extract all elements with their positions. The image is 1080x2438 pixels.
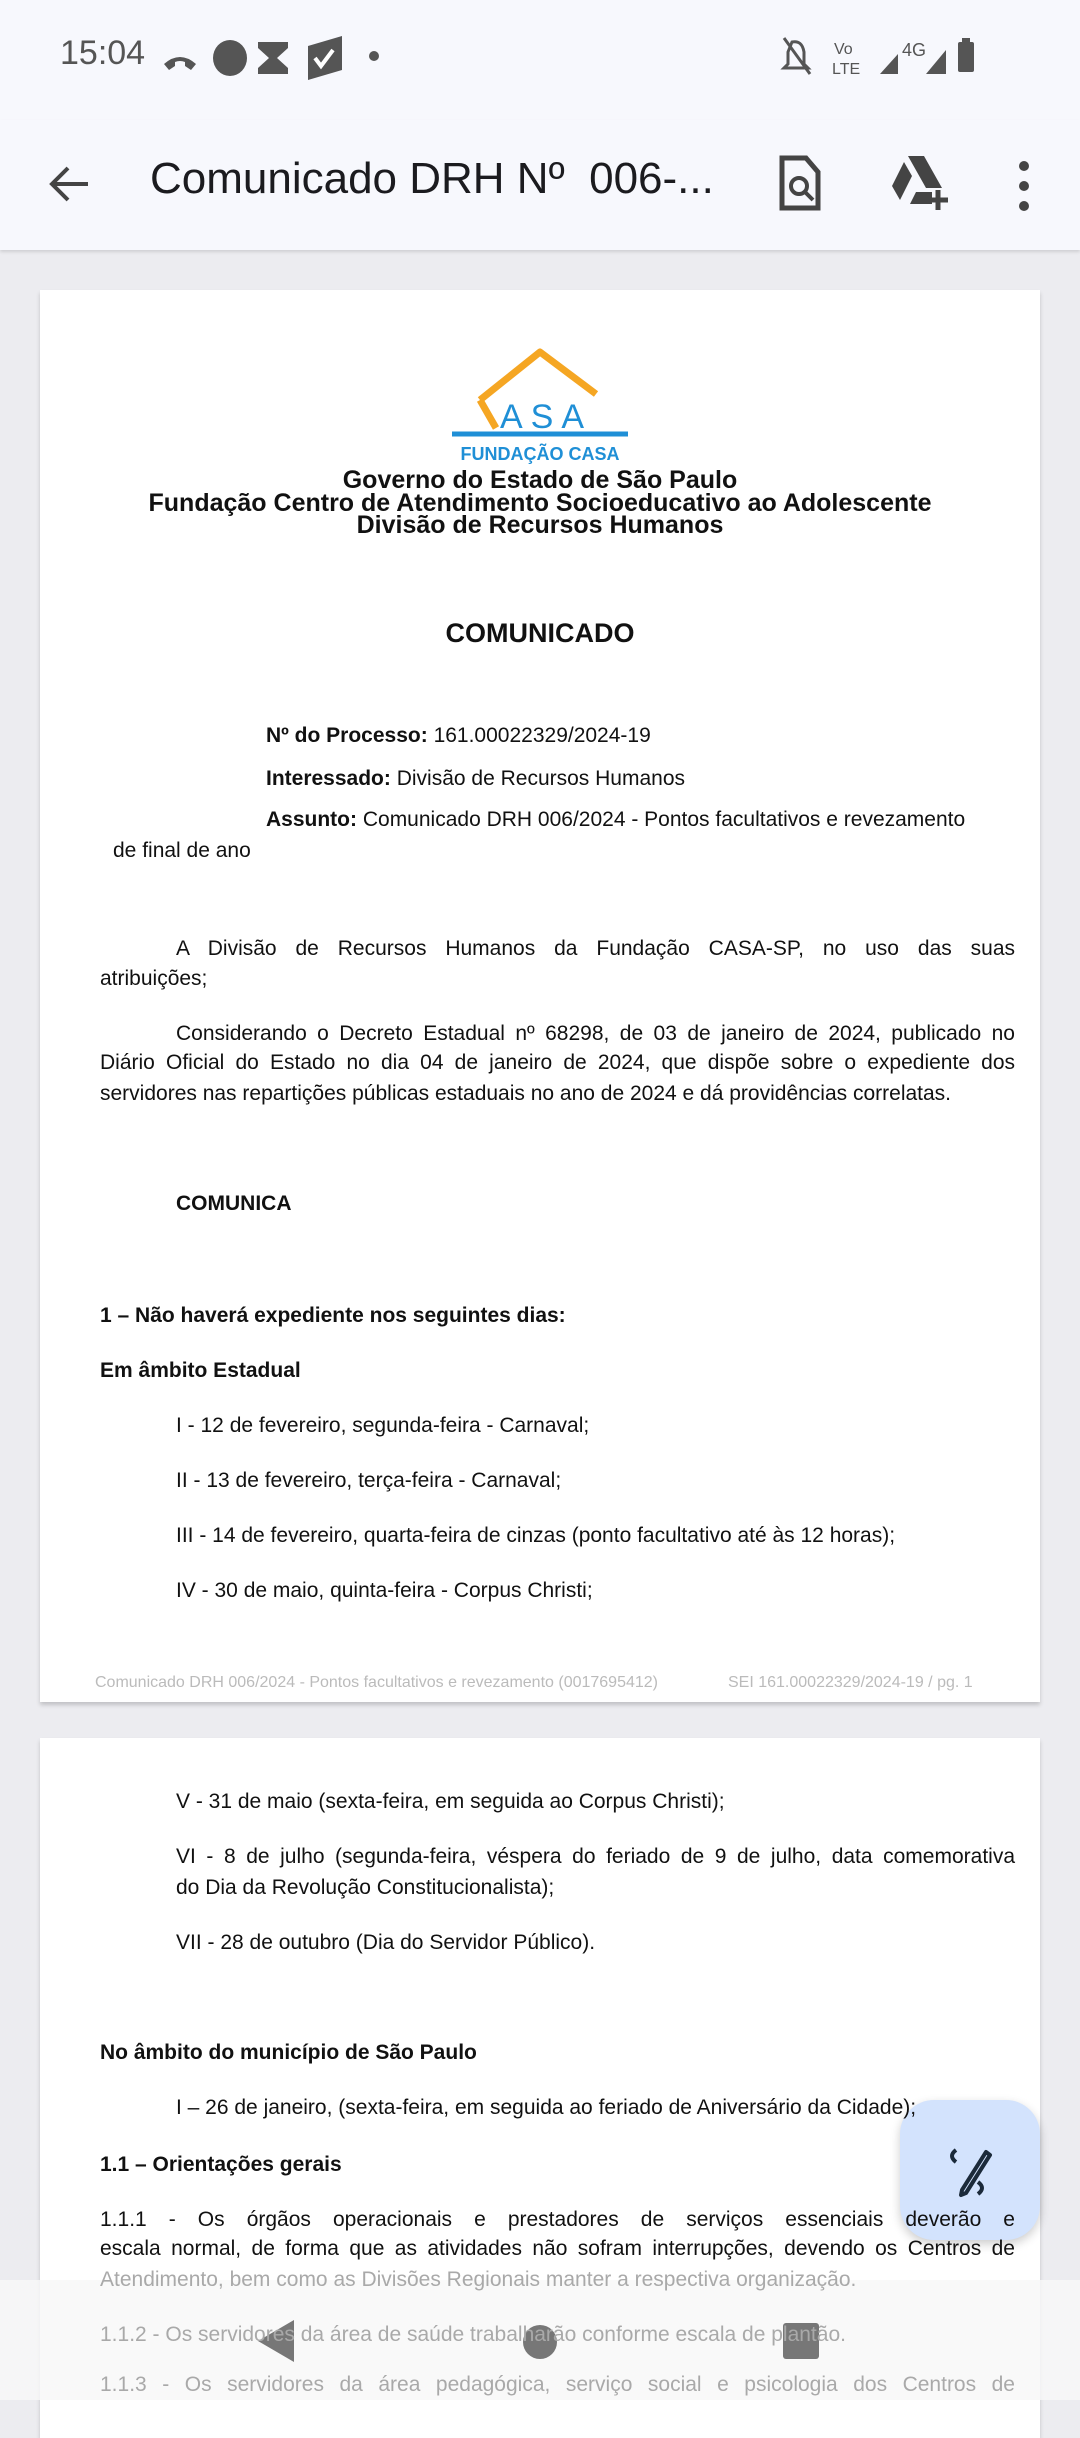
interessado-value: Divisão de Recursos Humanos [396,767,686,790]
paragraph-1-1-2: 1.1.2 - Os servidores da área de saúde trabalharão conforme escala de plantão. [100,2323,846,2346]
document-title: COMUNICADO [445,618,635,648]
header-government: Governo do Estado de São Paulo [342,466,738,494]
header-division: Divisão de Recursos Humanos [356,511,724,539]
interessado-line [266,766,685,792]
find-in-document-icon[interactable] [776,154,824,214]
document-page-1 [40,290,1040,1702]
processo-value: 161.00022329/2024-19 [433,724,651,747]
assunto-label: Assunto: [266,808,357,831]
paragraph-2-line: Considerando o Decreto Estadual nº 68298, de 03 de janeiro de 2024, publicado no [176,1022,1015,1045]
processo-label: Nº do Processo: [266,724,428,747]
paragraph-2-line: Diário Oficial do Estado no dia 04 de janeiro de 2024, que dispõe sobre o expediente dos [100,1051,1015,1074]
more-options-icon[interactable] [1014,156,1034,216]
add-to-drive-icon[interactable] [890,154,952,214]
paragraph-1-line: atribuições; [100,967,208,990]
app-bar [0,120,1080,250]
fundacao-casa-logo [450,346,630,464]
header-foundation: Fundação Centro de Atendimento Socioeducativo ao Adolescente [148,489,932,517]
page-footer-right: SEI 161.00022329/2024-19 / pg. 1 [728,1674,973,1691]
system-status-icons [780,34,1030,80]
section-1-1-heading: 1.1 – Orientações gerais [100,2153,342,2176]
comunica-heading: COMUNICA [176,1192,292,1215]
paragraph-1-1-3: 1.1.3 - Os servidores da área pedagógica, serviço social e psicologia dos Centros de [100,2373,1015,2396]
holiday-item: VII - 28 de outubro (Dia do Servidor Público). [176,1931,596,1954]
svg-text:ASA: ASA [500,398,593,436]
edit-pen-icon [942,2142,998,2198]
status-bar [0,0,1080,120]
holiday-item: V - 31 de maio (sexta-feira, em seguida ao Corpus Christi); [176,1790,725,1813]
municipal-heading: No âmbito do município de São Paulo [100,2041,477,2064]
paragraph-1-1-1-line: escala normal, de forma que as atividades não sofram interrupções, devendo os Centros de [100,2237,1015,2260]
processo-line [266,723,651,749]
holiday-item-continuation: do Dia da Revolução Constitucionalista); [176,1876,555,1899]
assunto-line [266,807,965,833]
holiday-item: VI - 8 de julho (segunda-feira, véspera do feriado de 9 de julho, data comemorativa [176,1845,1015,1868]
assunto-continuation: de final de ano [113,839,251,862]
interessado-label: Interessado: [266,767,391,790]
paragraph-1-1-1-line: 1.1.1 - Os órgãos operacionais e prestadores de serviços essenciais deverão e [100,2208,1015,2231]
document-title: Comunicado DRH Nº 006-... [150,154,714,203]
svg-text:FUNDAÇÃO CASA: FUNDAÇÃO CASA [460,444,620,464]
paragraph-1-line: A Divisão de Recursos Humanos da Fundação CASA-SP, no uso das suas [176,937,1015,960]
holiday-item: IV - 30 de maio, quinta-feira - Corpus Christi; [176,1579,593,1602]
paragraph-1-1-1-line: Atendimento, bem como as Divisões Regionais manter a respectiva organização. [100,2268,857,2291]
holiday-item: I - 12 de fevereiro, segunda-feira - Carnaval; [176,1414,590,1437]
section-1-heading: 1 – Não haverá expediente nos seguintes dias: [100,1304,566,1327]
back-arrow-icon[interactable] [44,158,96,210]
assunto-value: Comunicado DRH 006/2024 - Pontos facultativos e revezamento [362,808,966,831]
svg-text:Vo: Vo [834,41,853,58]
estadual-heading: Em âmbito Estadual [100,1359,301,1382]
notification-icons [160,34,380,80]
page-footer-left: Comunicado DRH 006/2024 - Pontos facultativos e revezamento (0017695412) [95,1674,658,1691]
status-time: 15:04 [60,34,146,72]
svg-text:4G: 4G [902,40,927,60]
paragraph-2-line: servidores nas repartições públicas estaduais no ano de 2024 e dá providências correlatas. [100,1082,952,1105]
svg-text:LTE: LTE [832,61,861,78]
holiday-item: III - 14 de fevereiro, quarta-feira de cinzas (ponto facultativo até às 12 horas); [176,1524,896,1547]
municipal-item: I – 26 de janeiro, (sexta-feira, em seguida ao feriado de Aniversário da Cidade); [176,2096,917,2119]
holiday-item: II - 13 de fevereiro, terça-feira - Carnaval; [176,1469,562,1492]
